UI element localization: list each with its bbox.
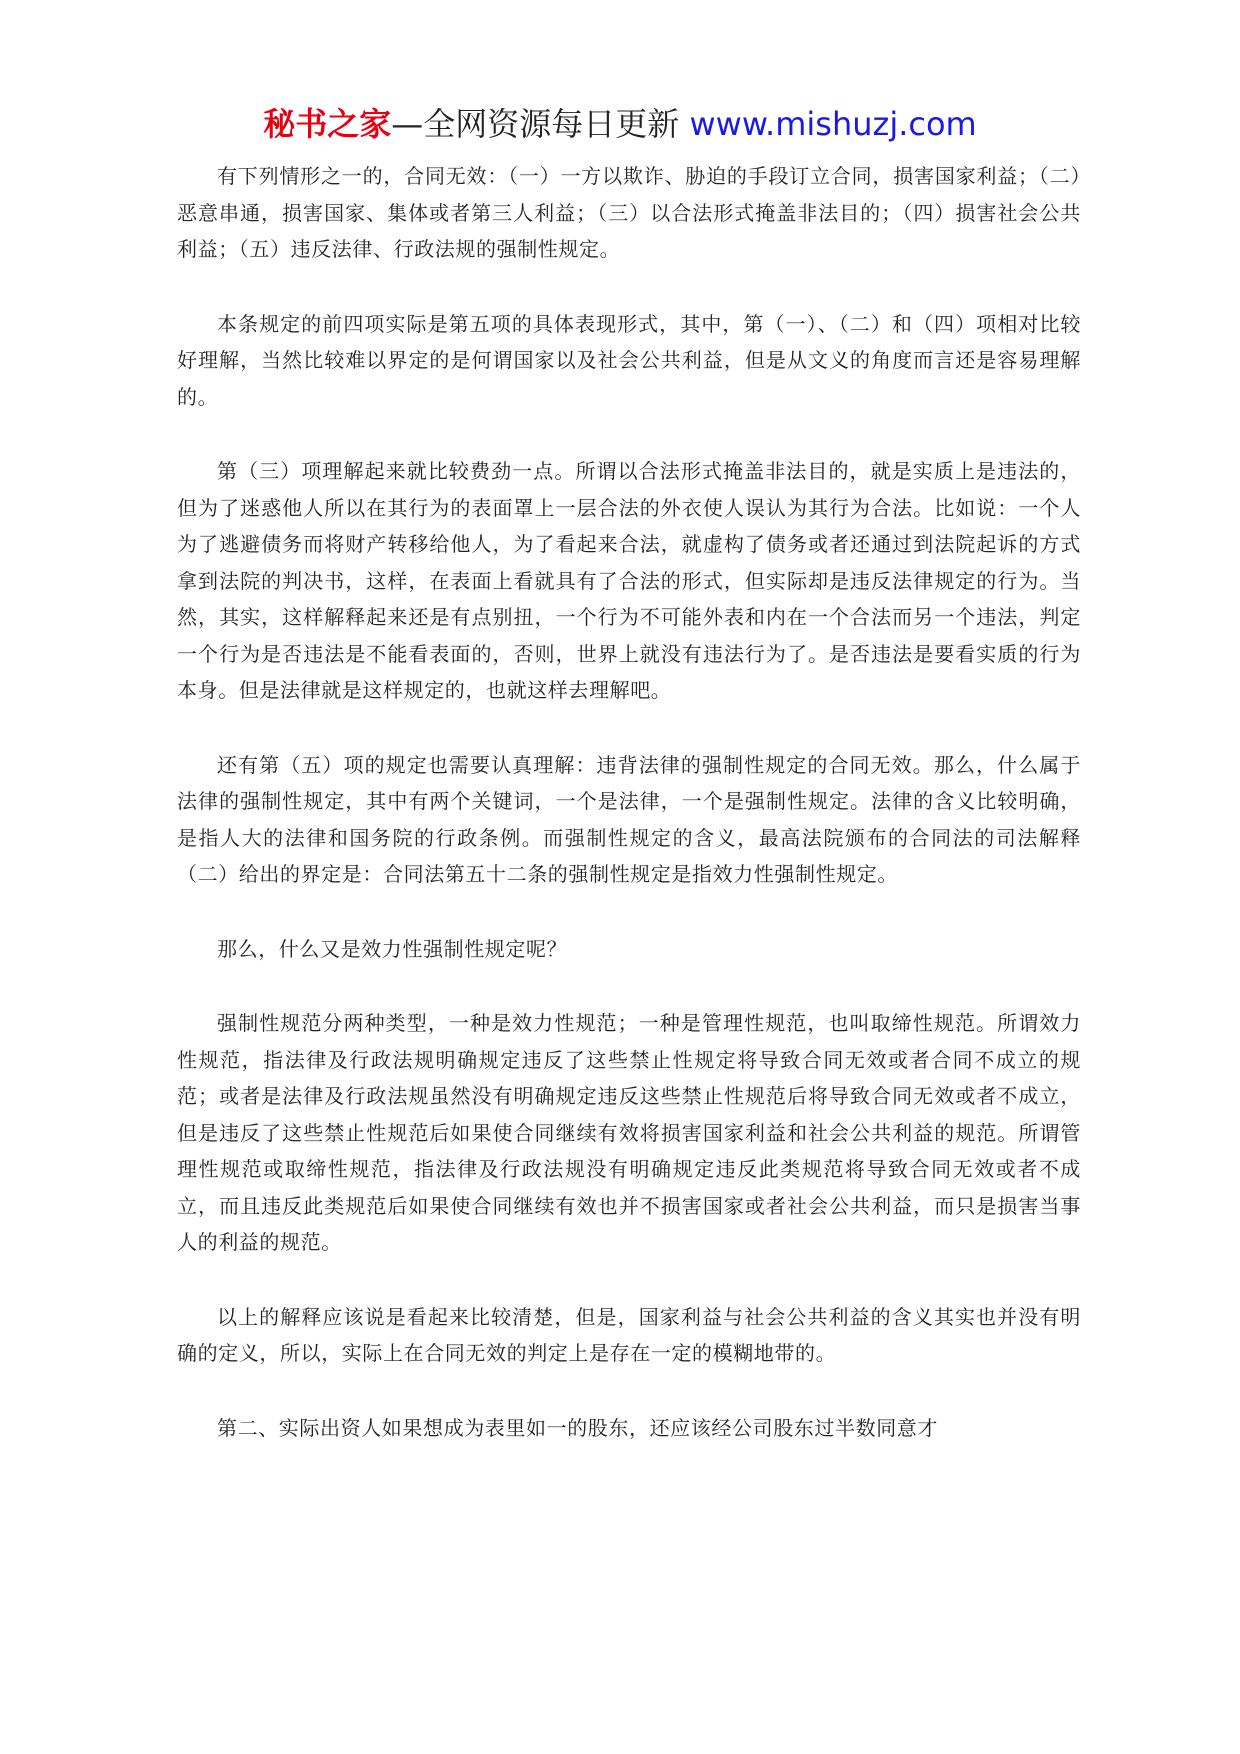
paragraph-4: 还有第（五）项的规定也需要认真理解：违背法律的强制性规定的合同无效。那么，什么属于法律的强制性规定，其中有两个关键词，一个是法律，一个是强制性规定。法律的含义比较明确，是指人大的法律和国务院的行政条例。而强制性规定的含义，最高法院颁布的合同法的司法解释（二）给出的界定是：合同法第五十二条的强制性规定是指效力性强制性规定。 [177,752,1081,886]
paragraph-3: 第（三）项理解起来就比较费劲一点。所谓以合法形式掩盖非法目的，就是实质上是违法的，但为了迷惑他人所以在其行为的表面罩上一层合法的外衣使人误认为其行为合法。比如说：一个人为了逃避债务而将财产转移给他人，为了看起来合法，就虚构了债务或者还通过到法院起诉的方式拿到法院的判决书，这样，在表面上看就具有了合法的形式，但实际却是违反法律规定的行为。当然，其实，这样解释起来还是有点别扭，一个行为不可能外表和内在一个合法而另一个违法，判定一个行为是否违法是不能看表面的，否则，世界上就没有违法行为了。是否违法是要看实质的行为本身。但是法律就是这样规定的，也就这样去理解吧。 [177,459,1081,702]
paragraph-2: 本条规定的前四项实际是第五项的具体表现形式，其中，第（一）、（二）和（四）项相对比较好理解，当然比较难以界定的是何谓国家以及社会公共利益，但是从文义的角度而言还是容易理解的。 [177,311,1081,409]
document-body [177,158,1081,1484]
page-header [0,100,1240,148]
paragraph-8: 第二、实际出资人如果想成为表里如一的股东，还应该经公司股东过半数同意才 [217,1415,938,1440]
site-url-link[interactable]: www.mishuzj.com [689,105,977,143]
header-tagline: —全网资源每日更新 [391,105,680,143]
brand-name: 秘书之家 [263,105,392,143]
paragraph-1: 有下列情形之一的，合同无效：（一）一方以欺诈、胁迫的手段订立合同，损害国家利益；（二）恶意串通，损害国家、集体或者第三人利益；（三）以合法形式掩盖非法目的；（四）损害社会公共利益；（五）违反法律、行政法规的强制性规定。 [177,164,1081,261]
paragraph-7: 以上的解释应该说是看起来比较清楚，但是，国家利益与社会公共利益的含义其实也并没有明确的定义，所以，实际上在合同无效的判定上是存在一定的模糊地带的。 [177,1304,1081,1365]
paragraph-5: 那么，什么又是效力性强制性规定呢？ [217,936,568,961]
paragraph-6: 强制性规范分两种类型，一种是效力性规范；一种是管理性规范，也叫取缔性规范。所谓效力性规范，指法律及行政法规明确规定违反了这些禁止性规定将导致合同无效或者合同不成立的规范；或者是法律及行政法规虽然没有明确规定违反这些禁止性规范后将导致合同无效或者不成立，但是违反了这些禁止性规范后如果使合同继续有效将损害国家利益和社会公共利益的规范。所谓管理性规范或取缔性规范，指法律及行政法规没有明确规定违反此类规范将导致合同无效或者不成立，而且违反此类规范后如果使合同继续有效也并不损害国家或者社会公共利益，而只是损害当事人的利益的规范。 [177,1011,1081,1254]
